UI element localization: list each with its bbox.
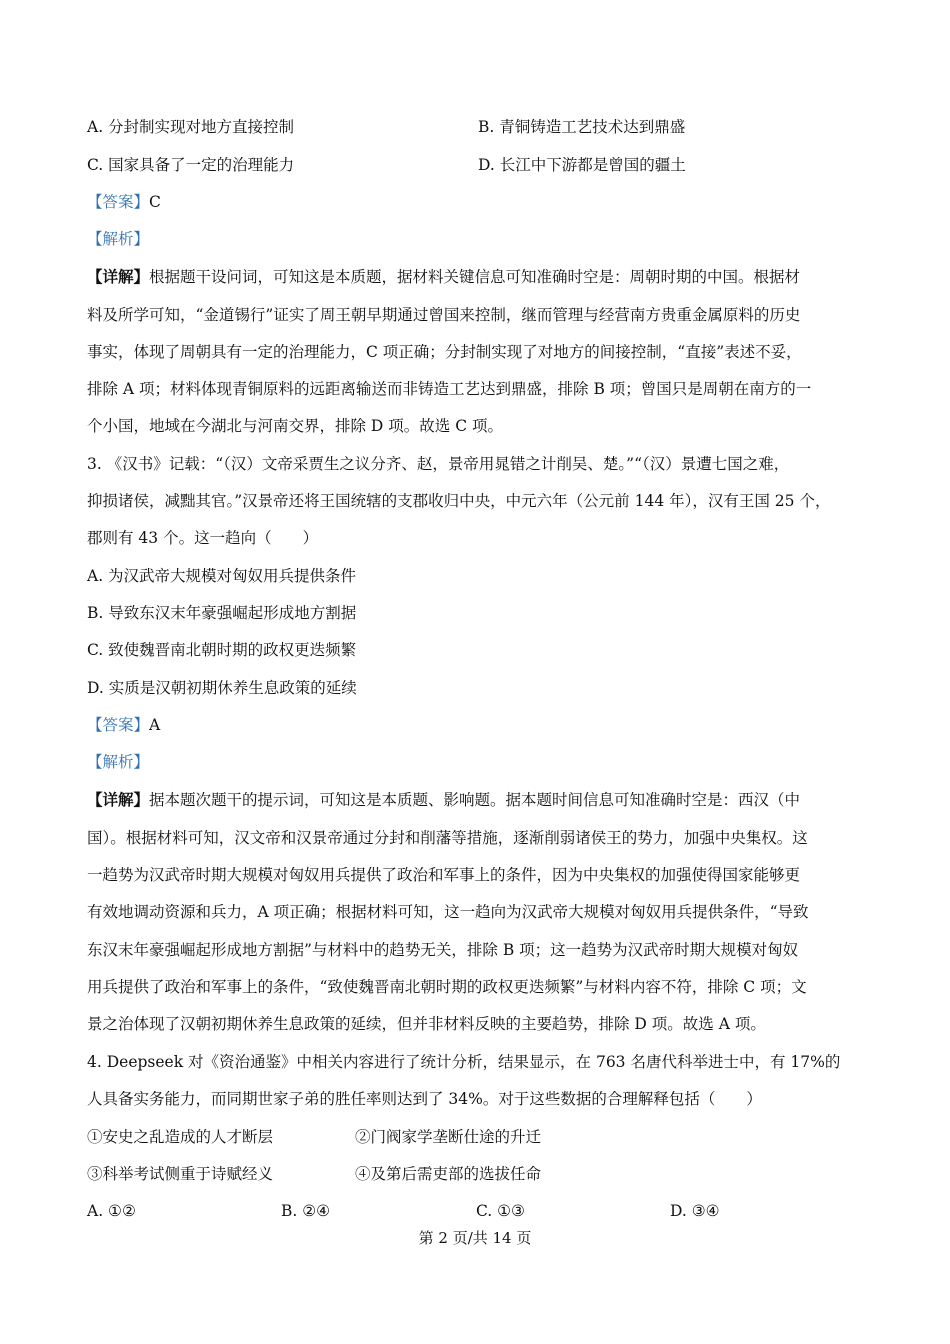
q3-option-d: D. 实质是汉朝初期休养生息政策的延续 bbox=[87, 679, 357, 697]
q2-option-d: D. 长江中下游都是曾国的疆土 bbox=[478, 156, 686, 174]
q3-option-c: C. 致使魏晋南北朝时期的政权更迭频繁 bbox=[87, 641, 357, 659]
q3-detail-line: 国）。根据材料可知，汉文帝和汉景帝通过分封和削藩等措施，逐渐削弱诸侯王的势力，加强中央集权。这 bbox=[87, 829, 808, 847]
q4-item-2: ②门阀家学垄断仕途的升迁 bbox=[355, 1128, 542, 1146]
detail-tag: 【详解】 bbox=[87, 267, 150, 286]
q3-stem-line: 抑损诸侯，减黜其官。”汉景帝还将王国统辖的支郡收归中央，中元六年（公元前 144 年），汉有王国 25 个， bbox=[87, 492, 831, 510]
q3-stem-line: 郡则有 43 个。这一趋向（ ） bbox=[87, 529, 319, 547]
detail-text: 根据题干设问词，可知这是本质题，据材料关键信息可知准确时空是：周朝时期的中国。根据材 bbox=[149, 268, 801, 286]
q3-detail-line: 有效地调动资源和兵力，A 项正确；根据材料可知，这一趋向为汉武帝大规模对匈奴用兵提供条件，“导致 bbox=[87, 903, 809, 921]
q2-detail-line: 料及所学可知，“金道锡行”证实了周王朝早期通过曾国来控制，继而管理与经营南方贵重金属原料的历史 bbox=[87, 306, 801, 324]
q3-option-a: A. 为汉武帝大规模对匈奴用兵提供条件 bbox=[87, 567, 357, 585]
q3-detail-line: 一趋势为汉武帝时期大规模对匈奴用兵提供了政治和军事上的条件，因为中央集权的加强使得国家能够更 bbox=[87, 866, 801, 884]
detail-tag: 【详解】 bbox=[87, 790, 150, 809]
q2-detail-line: 事实，体现了周朝具有一定的治理能力，C 项正确；分封制实现了对地方的间接控制，“直接”表述不妥， bbox=[87, 343, 802, 361]
q4-item-3: ③科举考试侧重于诗赋经义 bbox=[87, 1165, 274, 1183]
q4-choice-b: B. ②④ bbox=[281, 1202, 331, 1220]
q4-item-4: ④及第后需吏部的选拔任命 bbox=[355, 1165, 542, 1183]
q4-stem-line: 4. Deepseek 对《资治通鉴》中相关内容进行了统计分析，结果显示，在 763 名唐代科举进士中，有 17%的 bbox=[87, 1053, 841, 1071]
page-footer: 第 2 页/共 14 页 bbox=[418, 1229, 532, 1247]
q3-stem-line: 3. 《汉书》记载：“（汉）文帝采贾生之议分齐、赵，景帝用晁错之计削吴、楚。”“（汉）景遭七国之难， bbox=[87, 455, 790, 473]
q2-detail-line bbox=[87, 267, 800, 287]
q3-option-b: B. 导致东汉末年豪强崛起形成地方割据 bbox=[87, 604, 357, 622]
q4-choice-d: D. ③④ bbox=[670, 1202, 720, 1220]
detail-text: 据本题次题干的提示词，可知这是本质题、影响题。据本题时间信息可知准确时空是：西汉（中 bbox=[149, 791, 801, 809]
q3-answer bbox=[87, 715, 160, 735]
q3-detail-line: 景之治体现了汉朝初期休养生息政策的延续，但并非材料反映的主要趋势，排除 D 项。故选 A 项。 bbox=[87, 1015, 766, 1033]
q2-answer bbox=[87, 192, 161, 212]
q2-detail-line: 个小国，地域在今湖北与河南交界，排除 D 项。故选 C 项。 bbox=[87, 417, 503, 435]
q3-detail-line bbox=[87, 790, 800, 810]
answer-value: A bbox=[149, 716, 161, 734]
q2-detail-line: 排除 A 项；材料体现青铜原料的远距离输送而非铸造工艺达到鼎盛，排除 B 项；曾国只是周朝在南方的一 bbox=[87, 380, 812, 398]
q2-option-a: A. 分封制实现对地方直接控制 bbox=[87, 118, 295, 136]
q2-option-b: B. 青铜铸造工艺技术达到鼎盛 bbox=[478, 118, 686, 136]
answer-tag: 【答案】 bbox=[87, 193, 150, 211]
q3-detail-line: 用兵提供了政治和军事上的条件，“致使魏晋南北朝时期的政权更迭频繁”与材料内容不符，排除 C 项；文 bbox=[87, 978, 807, 996]
q4-choice-a: A. ①② bbox=[87, 1202, 136, 1220]
q2-analysis-tag: 【解析】 bbox=[87, 230, 150, 248]
q2-option-c: C. 国家具备了一定的治理能力 bbox=[87, 156, 295, 174]
q4-stem-line: 人具备实务能力，而同期世家子弟的胜任率则达到了 34%。对于这些数据的合理解释包括（ ） bbox=[87, 1090, 762, 1108]
q4-item-1: ①安史之乱造成的人才断层 bbox=[87, 1128, 274, 1146]
q3-analysis-tag: 【解析】 bbox=[87, 753, 150, 771]
q3-detail-line: 东汉末年豪强崛起形成地方割据”与材料中的趋势无关，排除 B 项；这一趋势为汉武帝时期大规模对匈奴 bbox=[87, 941, 799, 959]
answer-tag: 【答案】 bbox=[87, 716, 150, 734]
q4-choice-c: C. ①③ bbox=[476, 1202, 525, 1220]
answer-value: C bbox=[149, 193, 161, 211]
